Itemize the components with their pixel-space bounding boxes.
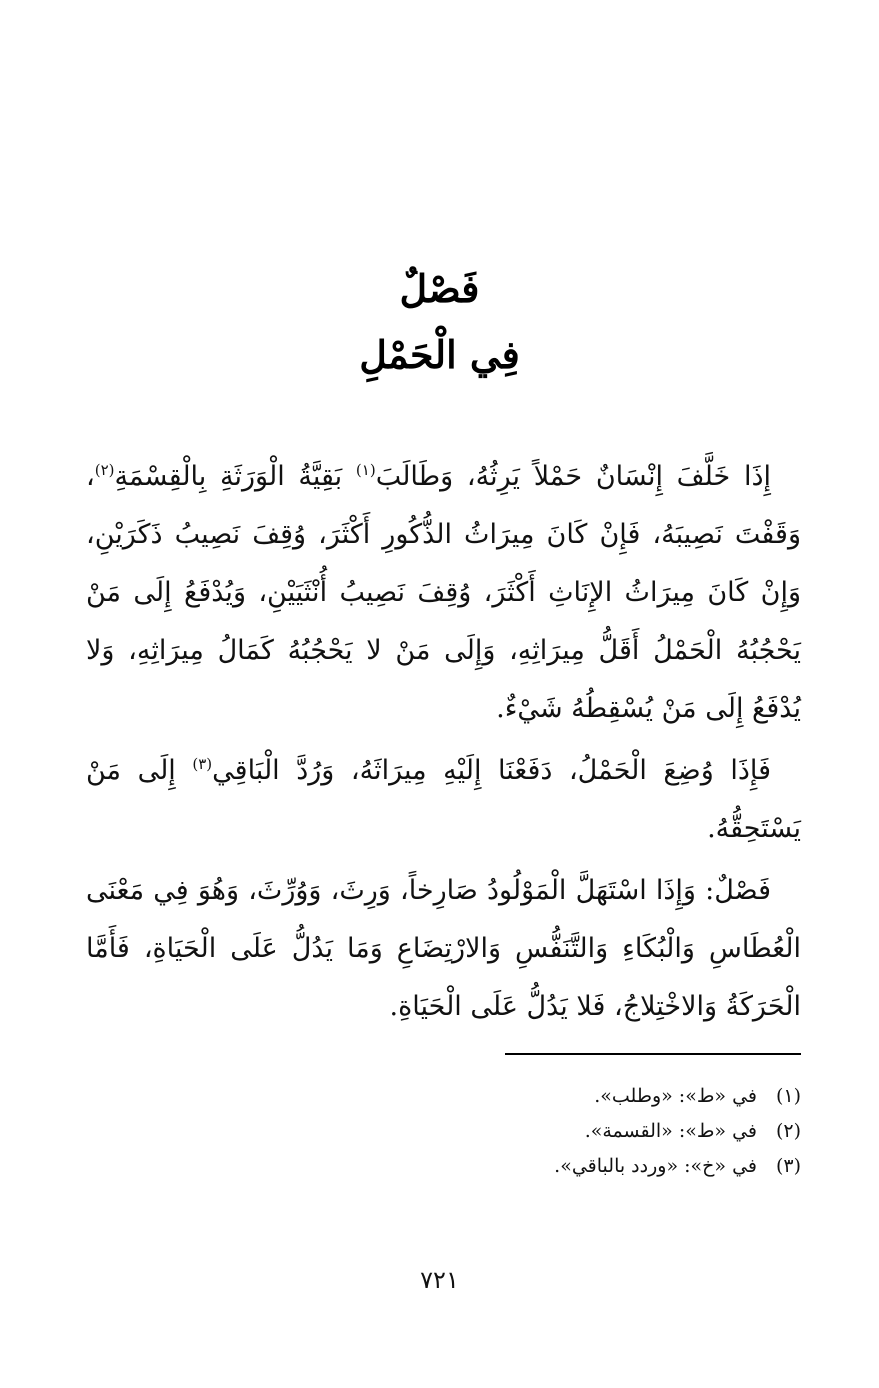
paragraph-1-part-2: بَقِيَّةُ الْوَرَثَةِ بِالْقِسْمَةِ xyxy=(114,461,343,492)
footnote-2 xyxy=(420,1114,801,1149)
footnote-1 xyxy=(420,1079,801,1114)
footnote-ref-2: (٢) xyxy=(94,461,115,479)
section-subheading: فِي الْحَمْلِ xyxy=(359,332,520,377)
footnote-2-number: (٢) xyxy=(775,1120,801,1142)
paragraph-1-part-3: ، وَقَفْتَ نَصِيبَهُ، فَإِنْ كَانَ مِيرَاثُ الذُّكُورِ أَكْثَرَ، وُقِفَ نَصِيبُ ذَكَرَيْنِ، وَإِنْ كَانَ مِيرَاثُ الإِنَاثِ أَكْثَرَ، وُقِفَ نَصِيبُ أُنْثَيَيْنِ، وَيُدْفَعُ إِلَى مَنْ يَحْجُبُهُ الْحَمْلُ أَقَلُّ مِيرَاثِهِ، وَإِلَى مَنْ لا يَحْجُبُهُ كَمَالُ مِيرَاثِهِ، وَلا يُدْفَعُ إِلَى مَنْ يُسْقِطُهُ شَيْءٌ. xyxy=(86,461,801,724)
footnotes xyxy=(420,1079,801,1184)
footnote-3-text: في «خ»: «وردد بالباقي». xyxy=(554,1155,757,1177)
footnote-2-text: في «ط»: «القسمة». xyxy=(584,1120,757,1142)
paragraph-2-part-2: إِلَى مَنْ يَسْتَحِقُّهُ. xyxy=(86,755,801,844)
footnote-ref-1: (١) xyxy=(355,461,376,479)
footnote-ref-3: (٣) xyxy=(192,755,213,773)
footnote-3-number: (٣) xyxy=(775,1155,801,1177)
paragraph-3-lead: فَصْلٌ: xyxy=(705,875,771,906)
paragraph-2 xyxy=(86,742,801,858)
paragraph-1-part-1: إِذَا خَلَّفَ إِنْسَانٌ حَمْلاً يَرِثُهُ، وَطَالَبَ xyxy=(375,461,771,492)
paragraph-1 xyxy=(86,448,801,738)
body-text xyxy=(86,448,801,1040)
footnote-3 xyxy=(420,1149,801,1184)
page-number: ٧٢١ xyxy=(420,1266,459,1294)
paragraph-3 xyxy=(86,862,801,1036)
footnote-1-number: (١) xyxy=(775,1085,801,1107)
footnote-divider xyxy=(505,1053,801,1055)
footnote-1-text: في «ط»: «وطلب». xyxy=(594,1085,757,1107)
paragraph-3-text: وَإِذَا اسْتَهَلَّ الْمَوْلُودُ صَارِخاً، وَرِثَ، وَوُرِّثَ، وَهُوَ فِي مَعْنَى الْعُطَاسِ وَالْبُكَاءِ وَالتَّنَفُّسِ وَالارْتِضَاعِ وَمَا يَدُلُّ عَلَى الْحَيَاةِ، فَأَمَّا الْحَرَكَةُ وَالاخْتِلاجُ، فَلا يَدُلُّ عَلَى الْحَيَاةِ. xyxy=(86,875,801,1022)
section-heading: فَصْلٌ xyxy=(399,266,480,311)
paragraph-2-part-1: فَإِذَا وُضِعَ الْحَمْلُ، دَفَعْنَا إِلَيْهِ مِيرَاثَهُ، وَرُدَّ الْبَاقِي xyxy=(212,755,771,786)
